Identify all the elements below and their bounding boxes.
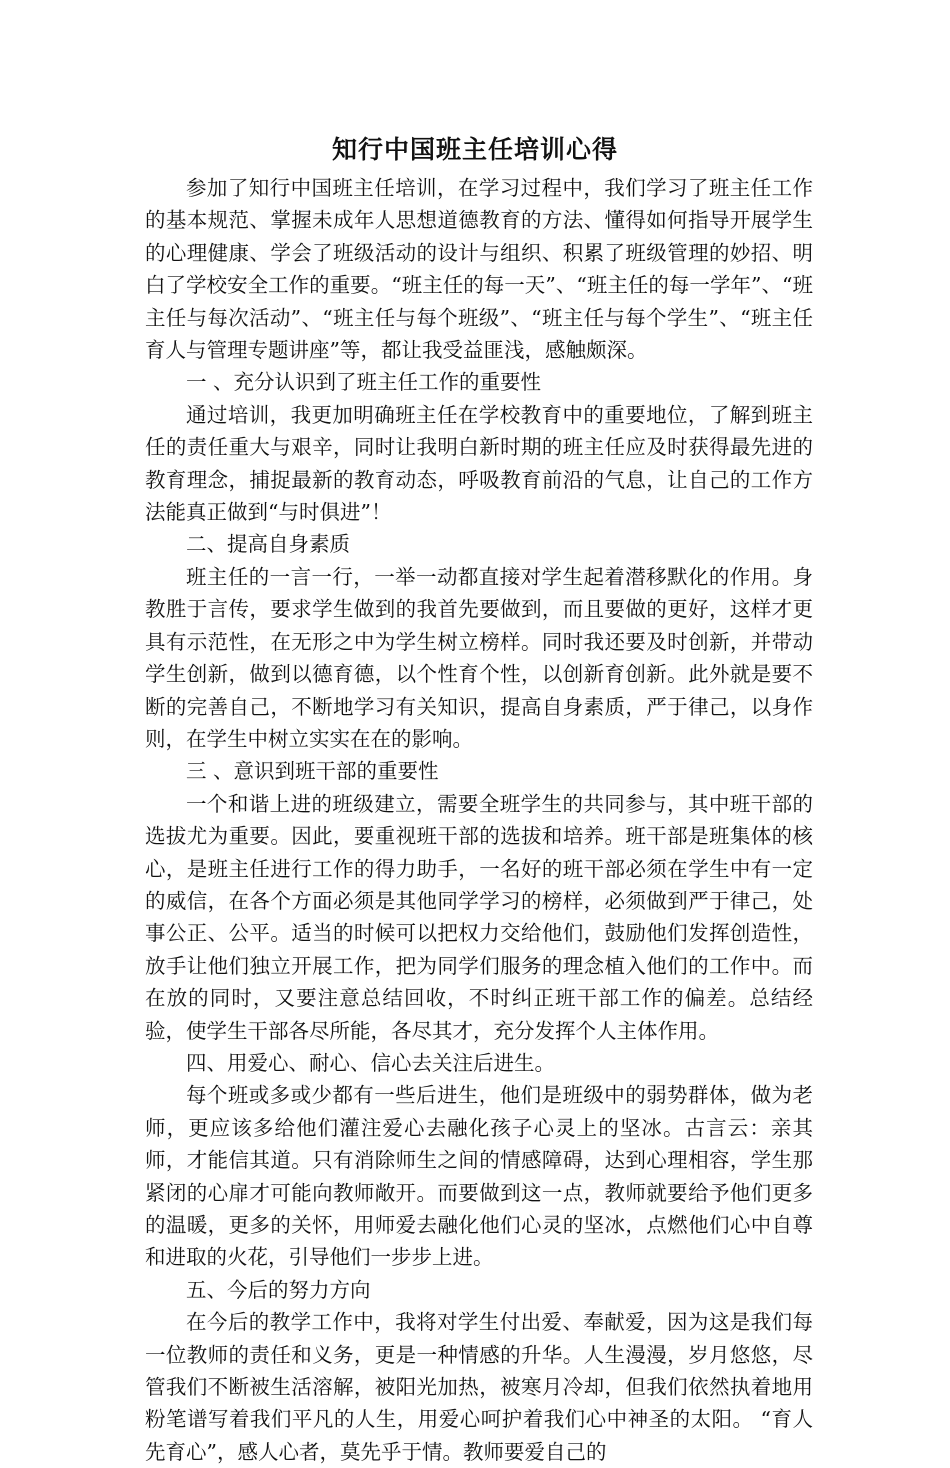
- section-heading-3: 三 、意识到班干部的重要性: [186, 759, 439, 784]
- document-body: [145, 172, 813, 1468]
- section-heading-1: 一 、充分认识到了班主任工作的重要性: [186, 370, 542, 395]
- document-title: 知行中国班主任培训心得: [331, 135, 618, 164]
- paragraph-section-4: 每个班或多或少都有一些后进生，他们是班级中的弱势群体，做为老师，更应该多给他们灌注爱心去融化孩子心灵上的坚冰。古言云：亲其师，才能信其道。只有消除师生之间的情感障碍，达到心理相容，学生那紧闭的心扉才可能向教师敞开。而要做到这一点，教师就要给予他们更多的温暖，更多的关怀，用师爱去融化他们心灵的坚冰，点燃他们心中自尊和进取的火花，引导他们一步步上进。: [145, 1083, 813, 1270]
- paragraph-section-1: 通过培训，我更加明确班主任在学校教育中的重要地位，了解到班主任的责任重大与艰辛，同时让我明白新时期的班主任应及时获得最先进的教育理念，捕捉最新的教育动态，呼吸教育前沿的气息，让自己的工作方法能真正做到“与时俱进”！: [145, 402, 813, 525]
- paragraph-intro: 参加了知行中国班主任培训，在学习过程中，我们学习了班主任工作的基本规范、掌握未成年人思想道德教育的方法、懂得如何指导开展学生的心理健康、学会了班级活动的设计与组织、积累了班级管理的妙招、明白了学校安全工作的重要。“班主任的每一天”、“班主任的每一学年”、“班主任与每次活动”、“班主任与每个班级”、“班主任与每个学生”、“班主任育人与管理专题讲座”等，都让我受益匪浅，感触颇深。: [145, 176, 813, 363]
- paragraph-section-5: 在今后的教学工作中，我将对学生付出爱、奉献爱，因为这是我们每一位教师的责任和义务，更是一种情感的升华。人生漫漫，岁月悠悠，尽管我们不断被生活溶解，被阳光加热，被寒月冷却，但我们依然执着地用粉笔谱写着我们平凡的人生，用爱心呵护着我们心中神圣的太阳。 “育人先育心”，感人心者，莫先乎于情。教师要爱自己的: [145, 1310, 813, 1464]
- paragraph-section-3: 一个和谐上进的班级建立，需要全班学生的共同参与，其中班干部的选拔尤为重要。因此，要重视班干部的选拔和培养。班干部是班集体的核心，是班主任进行工作的得力助手，一名好的班干部必须在学生中有一定的威信，在各个方面必须是其他同学学习的榜样，必须做到严于律己，处事公正、公平。适当的时候可以把权力交给他们，鼓励他们发挥创造性，放手让他们独立开展工作，把为同学们服务的理念植入他们的工作中。而在放的同时，又要注意总结回收，不时纠正班干部工作的偏差。总结经验，使学生干部各尽所能，各尽其才，充分发挥个人主体作用。: [145, 791, 813, 1043]
- section-heading-2: 二、提高自身素质: [186, 532, 350, 557]
- paragraph-section-2: 班主任的一言一行，一举一动都直接对学生起着潜移默化的作用。身教胜于言传，要求学生做到的我首先要做到，而且要做的更好，这样才更具有示范性，在无形之中为学生树立榜样。同时我还要及时创新，并带动学生创新，做到以德育德，以个性育个性，以创新育创新。此外就是要不断的完善自己，不断地学习有关知识，提高自身素质，严于律己，以身作则，在学生中树立实实在在的影响。: [145, 564, 813, 751]
- section-heading-5: 五、今后的努力方向: [186, 1277, 371, 1302]
- section-heading-4: 四、用爱心、耐心、信心去关注后进生。: [186, 1050, 555, 1075]
